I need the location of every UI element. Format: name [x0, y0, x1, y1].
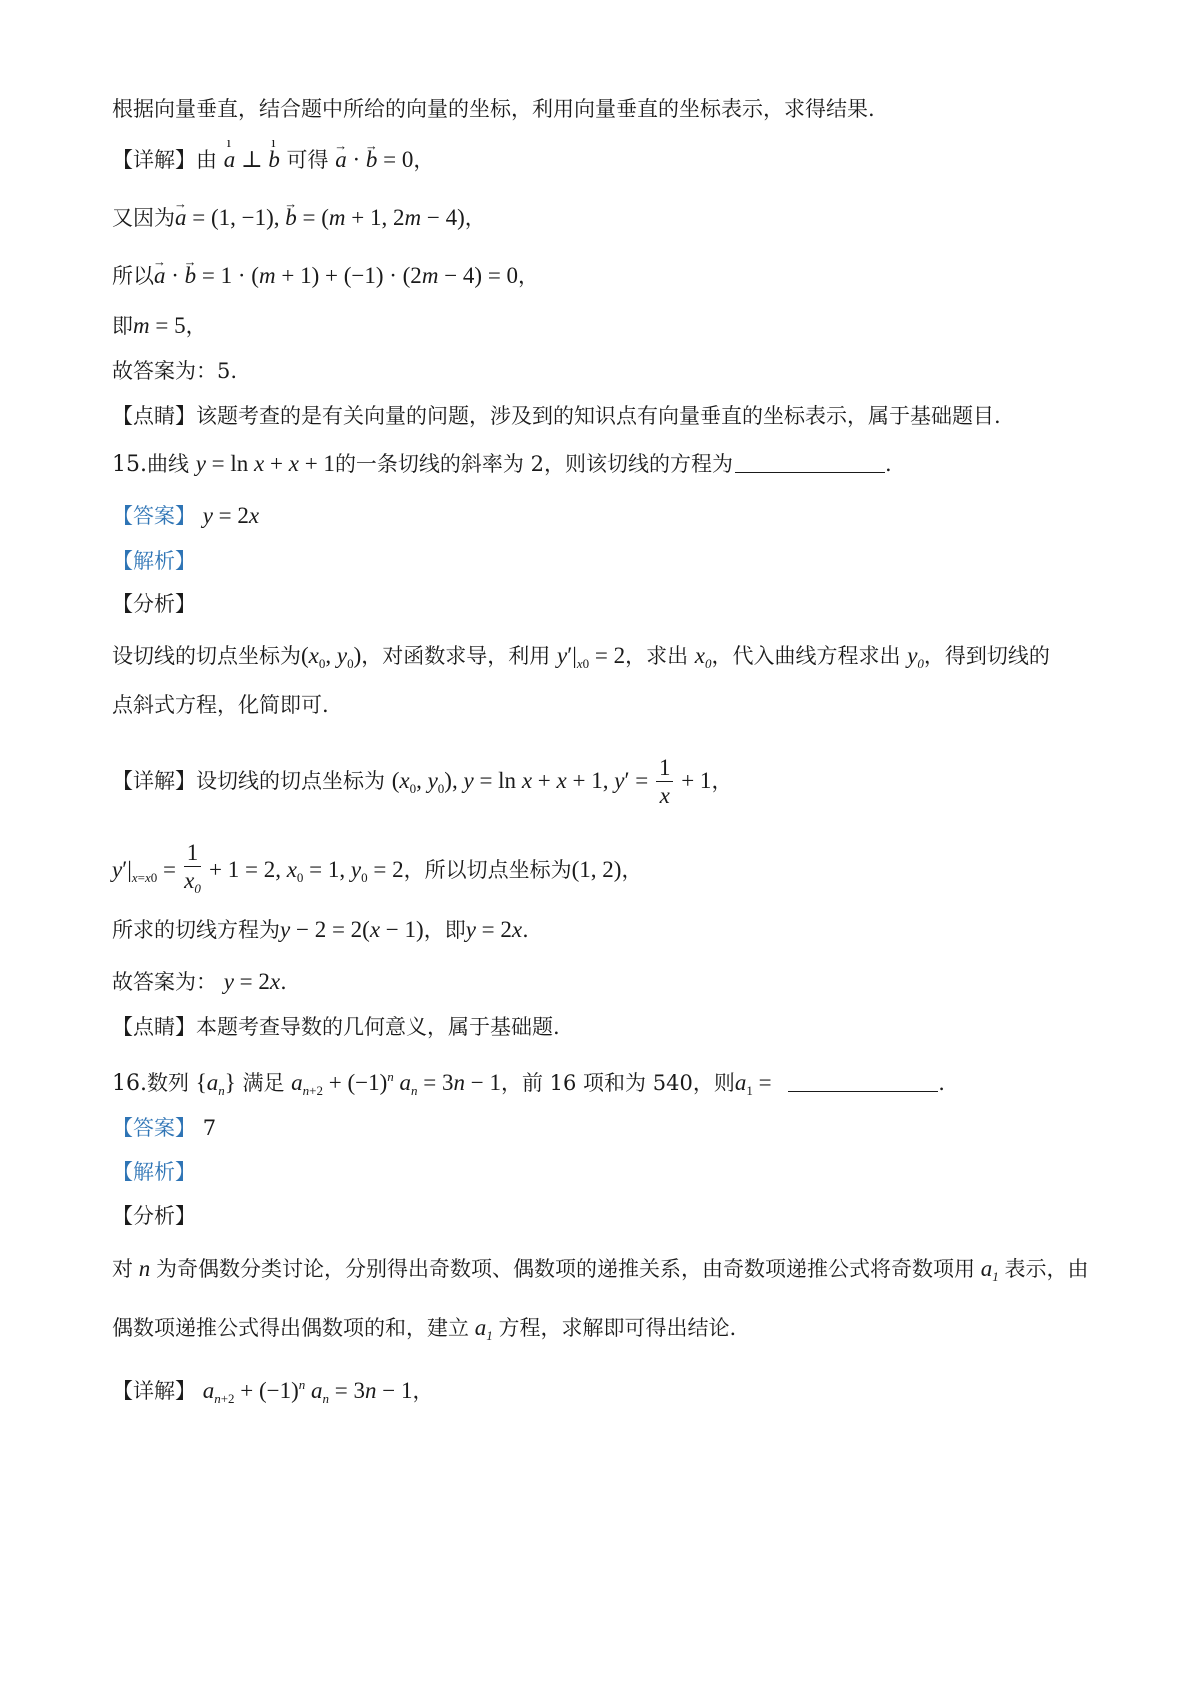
formula-detail-2: $y'|_{x=x0}$ = $\frac{1}{x_0}$ + 1 = 2, $x_0 = 1$, $y_0 = 2$	[112, 840, 404, 896]
q15-analysis-line-1	[112, 641, 1050, 679]
formula-tangent-line: y − 2 = 2(x − 1)	[280, 917, 424, 942]
text: 所以	[112, 264, 154, 288]
answer-text: 故答案为：5.	[112, 359, 238, 383]
formula-a1-symbol: $a_1$	[469, 1315, 493, 1343]
q16-analysis-line-1	[112, 1254, 1089, 1292]
q15-analysis-line-2	[112, 690, 329, 720]
comment-text: 【点睛】本题考查导数的几何意义，属于基础题.	[112, 1015, 560, 1039]
formula-point: ($x_0$, $y_0$)	[301, 643, 362, 671]
text: 即	[444, 918, 466, 942]
text: ，得到切线的	[923, 644, 1050, 668]
formula-m: m = 5	[133, 313, 186, 338]
answer-tag: 【答案】	[112, 504, 196, 528]
answer-blank	[735, 450, 885, 473]
formula-n: n	[133, 1256, 156, 1281]
formula-a1-symbol: $a_1$	[975, 1256, 999, 1284]
text: 点斜式方程，化简即可.	[112, 693, 329, 717]
q16-analysis-line-2	[112, 1313, 736, 1351]
q16-question-line: 16.数列 $\{a_n\}$ 满足 $a_{n+2} + (-1)^n$ $a_n = 3n - 1$，前 16 项和为 540，则$a_1$ = .	[112, 1069, 945, 1098]
text: 故答案为：	[112, 970, 217, 994]
q15-fenxi-line	[112, 589, 196, 619]
q16-detail-line: 【详解】 $a_{n+2} + (-1)^n$ $a_n = 3n - 1$，	[112, 1377, 434, 1406]
q16-jiexi-line	[112, 1157, 196, 1187]
analysis-sentence: 根据向量垂直，结合题中所给的向量的坐标，利用向量垂直的坐标表示，求得结果.	[112, 97, 875, 121]
q14-result-line: 即m = 5，	[112, 313, 207, 338]
text: 数列	[147, 1071, 189, 1095]
text: 又因为	[112, 206, 175, 230]
fenxi-tag: 【分析】	[112, 592, 196, 616]
q15-question-line: 15.曲线 y = ln x + x + 1的一条切线的斜率为 2，则该切线的方程为 .	[112, 451, 892, 477]
formula-a1: $a_1$ =	[734, 1070, 772, 1098]
text: 偶数项递推公式得出偶数项的和，建立	[112, 1316, 469, 1340]
text: 表示，由	[1004, 1257, 1089, 1281]
formula-detail-1: ($x_0$, $y_0$), y = ln x + x + 1, y′ = $\frac{1}{x}$ + 1	[391, 755, 712, 808]
formula-derivative-value: $y'|_{x0} = 2$	[556, 643, 626, 671]
q14-detail-line: 【详解】由 ı a ⊥ ı b 可得 → a · → b = 0，	[112, 145, 434, 175]
formula-vectors: → a = (1, −1), → b = (m + 1, 2m − 4)	[175, 205, 465, 230]
formula-tangent-point: (1, 2)	[571, 856, 622, 882]
text: 方程，求解即可得出结论.	[498, 1316, 737, 1340]
question-number: 15.	[112, 452, 147, 477]
q14-vectors-line: 又因为→ a = (1, −1), → b = (m + 1, 2m − 4)，	[112, 203, 486, 233]
q15-jiexi-line	[112, 546, 196, 576]
jiexi-tag: 【解析】	[112, 1160, 196, 1184]
answer-tag: 【答案】	[112, 1116, 196, 1140]
q15-detail-line-3: 所求的切线方程为y − 2 = 2(x − 1)，即y = 2x.	[112, 917, 529, 942]
q14-comment-line	[112, 401, 1001, 431]
question-number: 16.	[112, 1071, 147, 1096]
answer-value: 7	[202, 1116, 217, 1140]
answer-blank	[788, 1069, 938, 1092]
q16-fenxi-line	[112, 1201, 196, 1231]
formula-final: y = 2x	[223, 969, 281, 994]
detail-tag: 【详解】	[112, 768, 196, 793]
formula-answer: y = 2x	[202, 503, 260, 528]
jiexi-tag: 【解析】	[112, 549, 196, 573]
formula-y0: $y_0$	[907, 643, 924, 671]
comment-text: 【点睛】该题考查的是有关向量的问题，涉及到的知识点有向量垂直的坐标表示，属于基础题目.	[112, 404, 1001, 428]
text: 对	[112, 1257, 133, 1281]
formula-recurrence-detail: $a_{n+2} + (-1)^n$ $a_n = 3n - 1$	[202, 1377, 413, 1406]
text: 设切线的切点坐标为	[196, 768, 385, 793]
text: 可得	[286, 148, 329, 172]
formula-result: y = 2x	[465, 917, 523, 942]
formula-x0: $x_0$	[694, 643, 712, 671]
q15-detail-line-1: 【详解】设切线的切点坐标为 ($x_0$, $y_0$), y = ln x + x + 1, y′ = $\frac{1}{x}$ + 1，	[112, 755, 733, 808]
text: 前 16 项和为 540，则	[521, 1071, 735, 1095]
text: 的一条切线的斜率为 2，则该切线的方程为	[334, 452, 733, 476]
q15-answer-line	[112, 501, 259, 531]
text: ，代入曲线方程求出	[711, 644, 901, 668]
detail-tag: 【详解】	[112, 148, 196, 172]
formula-recurrence: $a_{n+2} + (-1)^n$ $a_n = 3n - 1$	[291, 1069, 501, 1098]
analysis-text	[112, 94, 875, 124]
q15-detail-line-2: $y'|_{x=x0}$ = $\frac{1}{x_0}$ + 1 = 2, $x_0 = 1$, $y_0 = 2$，所以切点坐标为(1, 2)，	[112, 840, 643, 896]
q15-answer-text-line: 故答案为： y = 2x.	[112, 969, 287, 994]
text: 为奇偶数分类讨论，分别得出奇数项、偶数项的递推关系，由奇数项递推公式将奇数项用	[156, 1257, 975, 1281]
text: ，求出	[625, 644, 689, 668]
q14-dot-line: 所以→ a · → b = 1 · (m + 1) + (−1) · (2m − 4) = 0，	[112, 261, 539, 291]
text: 曲线	[147, 452, 189, 476]
text: 满足	[242, 1071, 285, 1095]
detail-tag: 【详解】	[112, 1379, 196, 1403]
text: 由	[196, 148, 217, 172]
q14-answer-line	[112, 356, 237, 386]
fenxi-tag: 【分析】	[112, 1204, 196, 1228]
formula-sequence: $\{a_n\}$	[195, 1070, 236, 1098]
formula-dot-expand: → a · → b = 1 · (m + 1) + (−1) · (2m − 4) = 0	[154, 263, 518, 288]
q16-answer-line	[112, 1113, 216, 1143]
text: 设切线的切点坐标为	[112, 644, 301, 668]
formula-curve: y = ln x + x + 1	[195, 451, 335, 476]
formula-dot-zero: → a · → b = 0	[335, 147, 413, 172]
formula-perpendicular: ı a ⊥ ı b	[224, 147, 280, 172]
q15-comment-line	[112, 1012, 560, 1042]
text: ，对函数求导，利用	[361, 644, 551, 668]
text: 所以切点坐标为	[424, 857, 572, 882]
text: 所求的切线方程为	[112, 918, 280, 942]
text: 即	[112, 314, 133, 338]
